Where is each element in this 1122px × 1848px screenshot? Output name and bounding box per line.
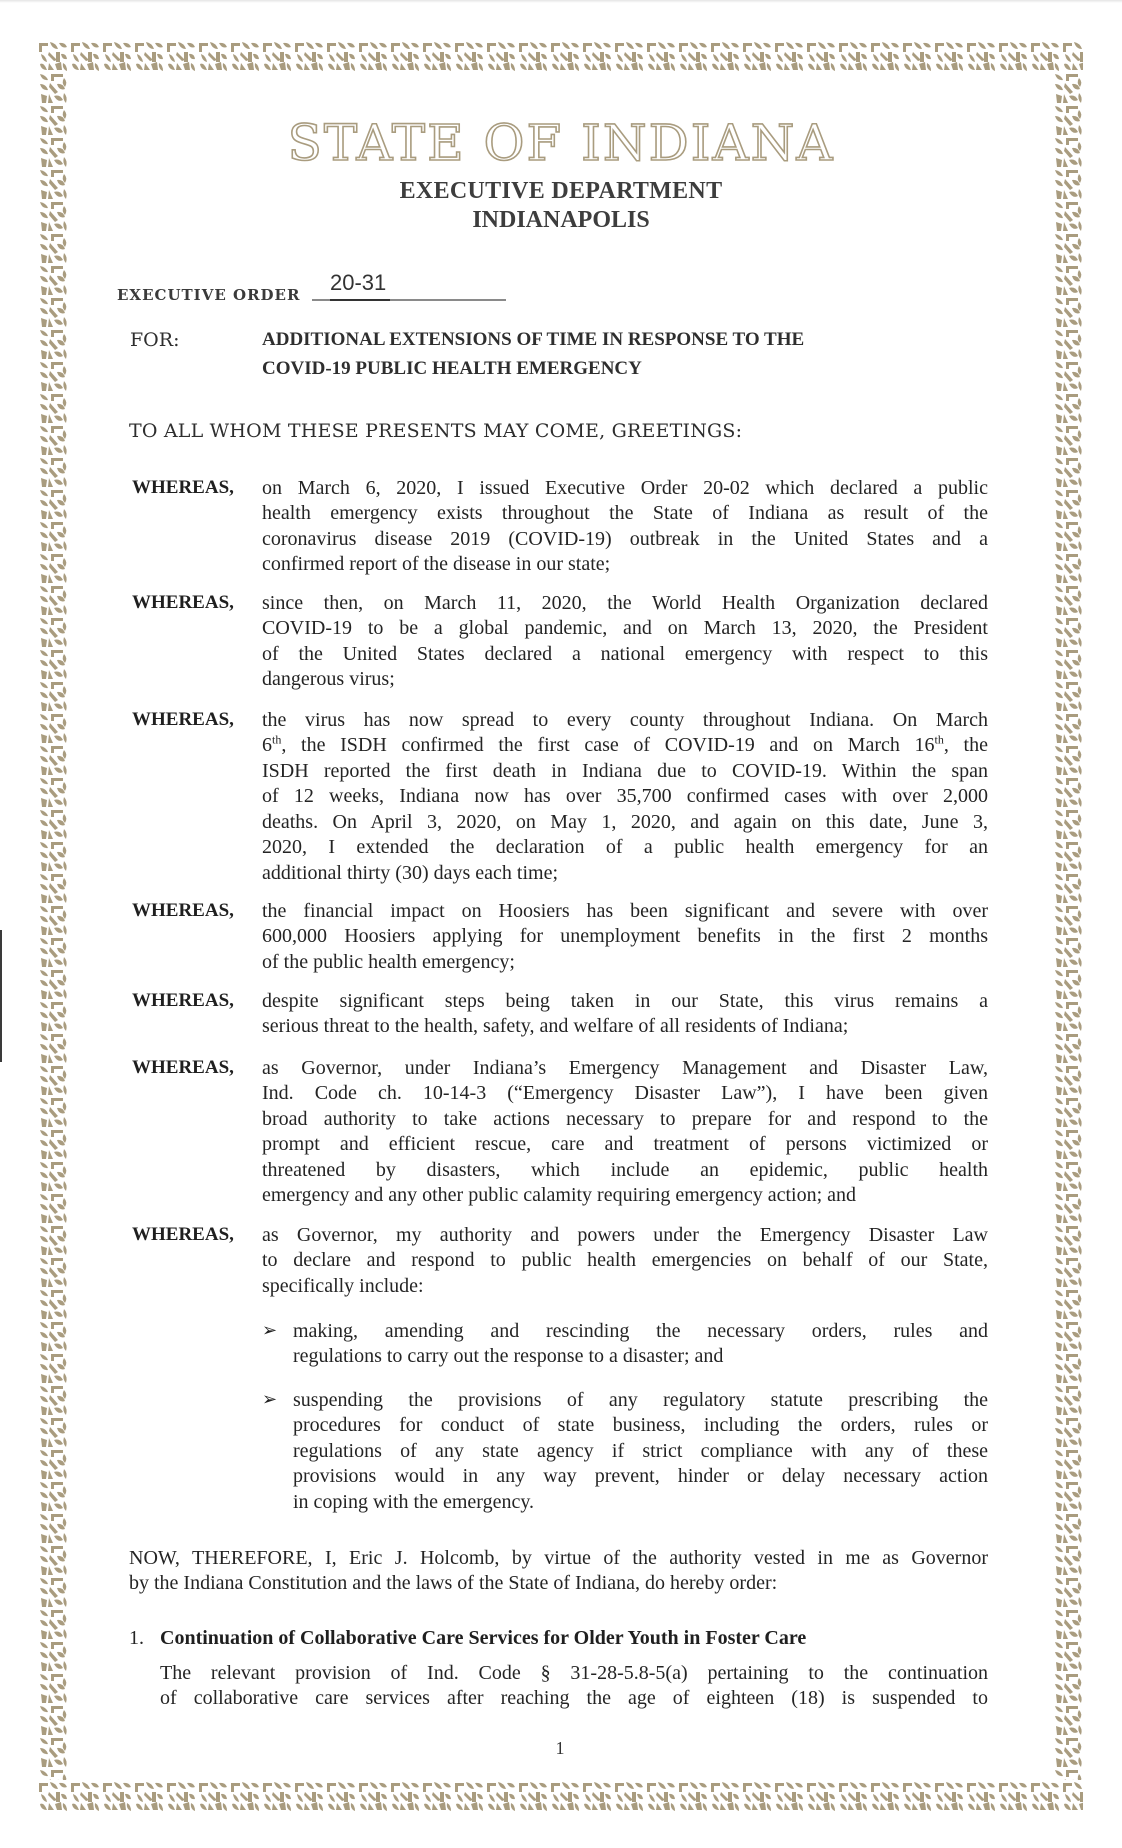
- page-number: 1: [555, 1738, 565, 1758]
- whereas-1-line: on March 6, 2020, I issued Executive Order 20-02 which declared a public: [262, 477, 988, 499]
- whereas-1-line: confirmed report of the disease in our state;: [262, 553, 611, 575]
- department-title: EXECUTIVE DEPARTMENT: [399, 178, 723, 204]
- whereas-label: WHEREAS,: [132, 592, 234, 613]
- order-number-underline-dark: [330, 299, 390, 301]
- subject-line: COVID-19 PUBLIC HEALTH EMERGENCY: [262, 358, 642, 379]
- whereas-7-line: to declare and respond to public health emergencies on behalf of our State,: [262, 1249, 988, 1271]
- arrow-bullet-icon: ➢: [262, 1320, 278, 1340]
- whereas-2-line: COVID-19 to be a global pandemic, and on March 13, 2020, the President: [262, 617, 988, 639]
- section-1-line: The relevant provision of Ind. Code § 31-28-5.8-5(a) pertaining to the continuation: [160, 1662, 988, 1684]
- arrow-bullet-icon: ➢: [262, 1389, 278, 1409]
- whereas-3-line: ISDH reported the first death in Indiana due to COVID-19. Within the span: [262, 760, 988, 782]
- scan-margin-mark: [0, 930, 2, 1062]
- whereas-6-line: broad authority to take actions necessary to prepare for and respond to the: [262, 1108, 988, 1130]
- whereas-7-line: specifically include:: [262, 1275, 424, 1297]
- whereas-7-line: as Governor, my authority and powers under the Emergency Disaster Law: [262, 1224, 988, 1246]
- section-1-line: of collaborative care services after reaching the age of eighteen (18) is suspended to: [160, 1687, 988, 1709]
- bullet-2-line: regulations of any state agency if strict compliance with any of these: [293, 1440, 988, 1462]
- executive-order-label: EXECUTIVE ORDER: [117, 286, 301, 304]
- greeting: TO ALL WHOM THESE PRESENTS MAY COME, GREETINGS:: [129, 420, 743, 442]
- bullet-2-line: suspending the provisions of any regulatory statute prescribing the: [293, 1389, 988, 1411]
- bullet-2-line: procedures for conduct of state business, including the orders, rules or: [293, 1414, 988, 1436]
- whereas-5-line: despite significant steps being taken in our State, this virus remains a: [262, 990, 988, 1012]
- whereas-2-line: of the United States declared a national emergency with respect to this: [262, 643, 988, 665]
- bullet-2-line: provisions would in any way prevent, hinder or delay necessary action: [293, 1465, 988, 1487]
- for-label: FOR:: [130, 329, 180, 351]
- ornamental-border-top: [37, 40, 1083, 72]
- bullet-1-line: regulations to carry out the response to a disaster; and: [293, 1345, 724, 1367]
- whereas-3-line: the virus has now spread to every county throughout Indiana. On March: [262, 709, 988, 731]
- whereas-5-line: serious threat to the health, safety, and welfare of all residents of Indiana;: [262, 1015, 849, 1037]
- whereas-3-line: 2020, I extended the declaration of a public health emergency for an: [262, 836, 988, 858]
- whereas-3-line: additional thirty (30) days each time;: [262, 862, 559, 884]
- whereas-3-line: 6th, the ISDH confirmed the first case of COVID-19 and on March 16th, the: [262, 733, 988, 756]
- whereas-4-line: of the public health emergency;: [262, 951, 515, 973]
- whereas-6-line: threatened by disasters, which include an epidemic, public health: [262, 1159, 988, 1181]
- whereas-1-line: health emergency exists throughout the State of Indiana as result of the: [262, 502, 988, 524]
- whereas-label: WHEREAS,: [132, 709, 234, 730]
- whereas-6-line: emergency and any other public calamity requiring emergency action; and: [262, 1184, 857, 1206]
- city-title: INDIANAPOLIS: [472, 207, 650, 233]
- whereas-2-line: since then, on March 11, 2020, the World Health Organization declared: [262, 592, 988, 614]
- whereas-3-line: of 12 weeks, Indiana now has over 35,700 confirmed cases with over 2,000: [262, 785, 988, 807]
- whereas-4-line: 600,000 Hoosiers applying for unemployment benefits in the first 2 months: [262, 925, 988, 947]
- now-therefore-line: by the Indiana Constitution and the laws of the State of Indiana, do hereby order:: [129, 1572, 778, 1594]
- whereas-4-line: the financial impact on Hoosiers has been significant and severe with over: [262, 900, 988, 922]
- page-top-edge: [0, 0, 1122, 3]
- whereas-label: WHEREAS,: [132, 477, 234, 498]
- whereas-label: WHEREAS,: [132, 1057, 234, 1078]
- whereas-label: WHEREAS,: [132, 1224, 234, 1245]
- executive-order-number: 20-31: [330, 270, 387, 295]
- bullet-1-line: making, amending and rescinding the necessary orders, rules and: [293, 1320, 988, 1342]
- state-title: STATE OF INDIANA: [287, 114, 835, 172]
- section-heading: Continuation of Collaborative Care Services for Older Youth in Foster Care: [160, 1627, 807, 1649]
- now-therefore-line: NOW, THEREFORE, I, Eric J. Holcomb, by virtue of the authority vested in me as Governor: [129, 1547, 988, 1569]
- whereas-1-line: coronavirus disease 2019 (COVID-19) outbreak in the United States and a: [262, 528, 988, 550]
- ornamental-border-left: [37, 72, 68, 1780]
- section-number: 1.: [129, 1627, 144, 1649]
- subject-line: ADDITIONAL EXTENSIONS OF TIME IN RESPONSE TO THE: [262, 329, 805, 350]
- whereas-label: WHEREAS,: [132, 990, 234, 1011]
- whereas-2-line: dangerous virus;: [262, 668, 395, 690]
- bullet-2-line: in coping with the emergency.: [293, 1491, 535, 1513]
- ornamental-border-bottom: [37, 1780, 1083, 1812]
- whereas-6-line: Ind. Code ch. 10-14-3 (“Emergency Disaster Law”), I have been given: [262, 1082, 988, 1104]
- whereas-6-line: as Governor, under Indiana’s Emergency Management and Disaster Law,: [262, 1057, 988, 1079]
- ornamental-border-right: [1052, 72, 1083, 1780]
- whereas-6-line: prompt and efficient rescue, care and treatment of persons victimized or: [262, 1133, 988, 1155]
- whereas-label: WHEREAS,: [132, 900, 234, 921]
- whereas-3-line: deaths. On April 3, 2020, on May 1, 2020, and again on this date, June 3,: [262, 811, 988, 833]
